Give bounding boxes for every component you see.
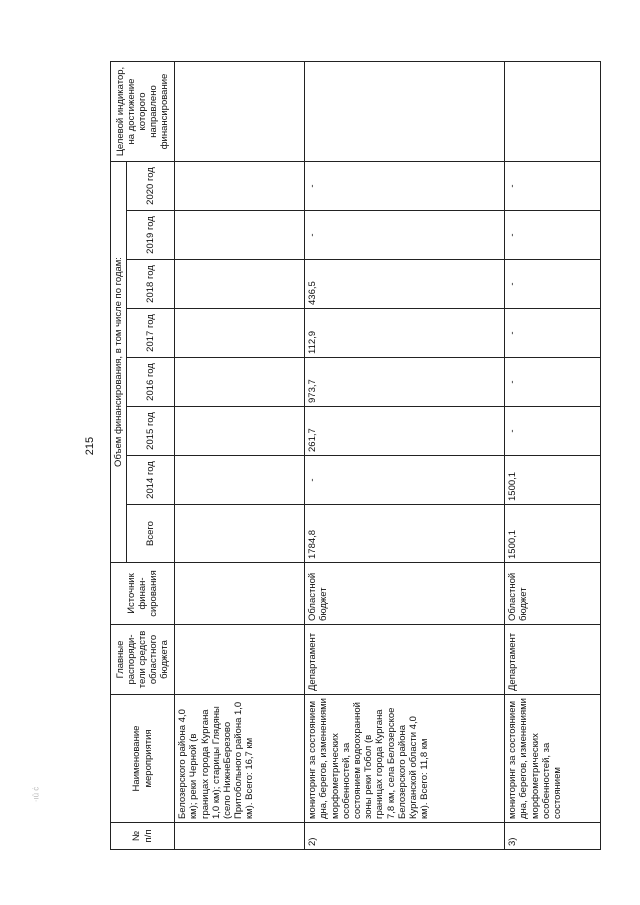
cell-2017: -: [505, 309, 601, 358]
cell-source: [175, 563, 305, 625]
table-row: [505, 61, 601, 849]
cell-2014: -: [305, 456, 505, 505]
cell-name: Белозерского района 4,0 км); реки Черной (в границах города Кургана 1,0 км); старицы Глядяны (село НижнеБерезово Притобольного района 1,0 км). Всего: 16,7 км: [175, 695, 305, 823]
cell-2020: -: [305, 161, 505, 210]
cell-2019: [175, 211, 305, 260]
cell-indicator: [305, 61, 505, 161]
cell-2016: -: [505, 358, 601, 407]
header-manager: Главные распоряди-тели средств областного бюджета: [111, 625, 175, 695]
cell-2014: [175, 456, 305, 505]
cell-num: 3): [505, 823, 601, 850]
cell-name: мониторинг за состоянием дна, берегов, изменениями морфометрических особенностей, за состоянием водоохранной зоны реки Тобол (в границах города Кургана 7,8 км, села Белозерское Белозерского района Курганской области 4,0 км). Всего: 11,8 км: [305, 695, 505, 823]
cell-2015: -: [505, 407, 601, 456]
cell-source: Областной бюджет: [505, 563, 601, 625]
cell-total: 1500,1: [505, 505, 601, 563]
cell-2016: [175, 358, 305, 407]
cell-num: [175, 823, 305, 850]
header-indicator: Целевой индикатор, на достижение которого направлено финансирование: [111, 61, 175, 161]
header-2016: 2016 год: [127, 358, 175, 407]
cell-2017: 112,9: [305, 309, 505, 358]
cell-2019: -: [505, 211, 601, 260]
cell-2020: -: [505, 161, 601, 210]
cell-total: [175, 505, 305, 563]
header-num: № п/п: [111, 823, 175, 850]
cell-2016: 973,7: [305, 358, 505, 407]
header-volume-group: Объем финансирования, в том числе по годам:: [111, 161, 127, 562]
table-row: [175, 61, 305, 849]
header-2020: 2020 год: [127, 161, 175, 210]
cell-indicator: [175, 61, 305, 161]
table-row: [305, 61, 505, 849]
cell-manager: [175, 625, 305, 695]
cell-2015: [175, 407, 305, 456]
cell-total: 1784,8: [305, 505, 505, 563]
cell-2017: [175, 309, 305, 358]
cell-2018: [175, 260, 305, 309]
cell-num: 2): [305, 823, 505, 850]
header-2014: 2014 год: [127, 456, 175, 505]
scan-smudge: ·ıû ċ: [31, 786, 41, 803]
header-total: Всего: [127, 505, 175, 563]
cell-2015: 261,7: [305, 407, 505, 456]
header-2017: 2017 год: [127, 309, 175, 358]
header-name: Наименование мероприятия: [111, 695, 175, 823]
cell-manager: Департамент: [505, 625, 601, 695]
cell-source: Областной бюджет: [305, 563, 505, 625]
header-source: Источник финан-сирования: [111, 563, 175, 625]
cell-indicator: [505, 61, 601, 161]
cell-2018: 436,5: [305, 260, 505, 309]
cell-2018: -: [505, 260, 601, 309]
cell-2020: [175, 161, 305, 210]
cell-2019: -: [305, 211, 505, 260]
header-2019: 2019 год: [127, 211, 175, 260]
cell-manager: Департамент: [305, 625, 505, 695]
financing-table: [110, 61, 601, 850]
cell-name: мониторинг за состоянием дна, берегов, изменениями морфометрических особенностей, за состоянием: [505, 695, 601, 823]
header-2018: 2018 год: [127, 260, 175, 309]
header-2015: 2015 год: [127, 407, 175, 456]
page-number: 215: [84, 436, 96, 456]
cell-2014: 1500,1: [505, 456, 601, 505]
rotated-table-wrapper: [110, 62, 610, 850]
